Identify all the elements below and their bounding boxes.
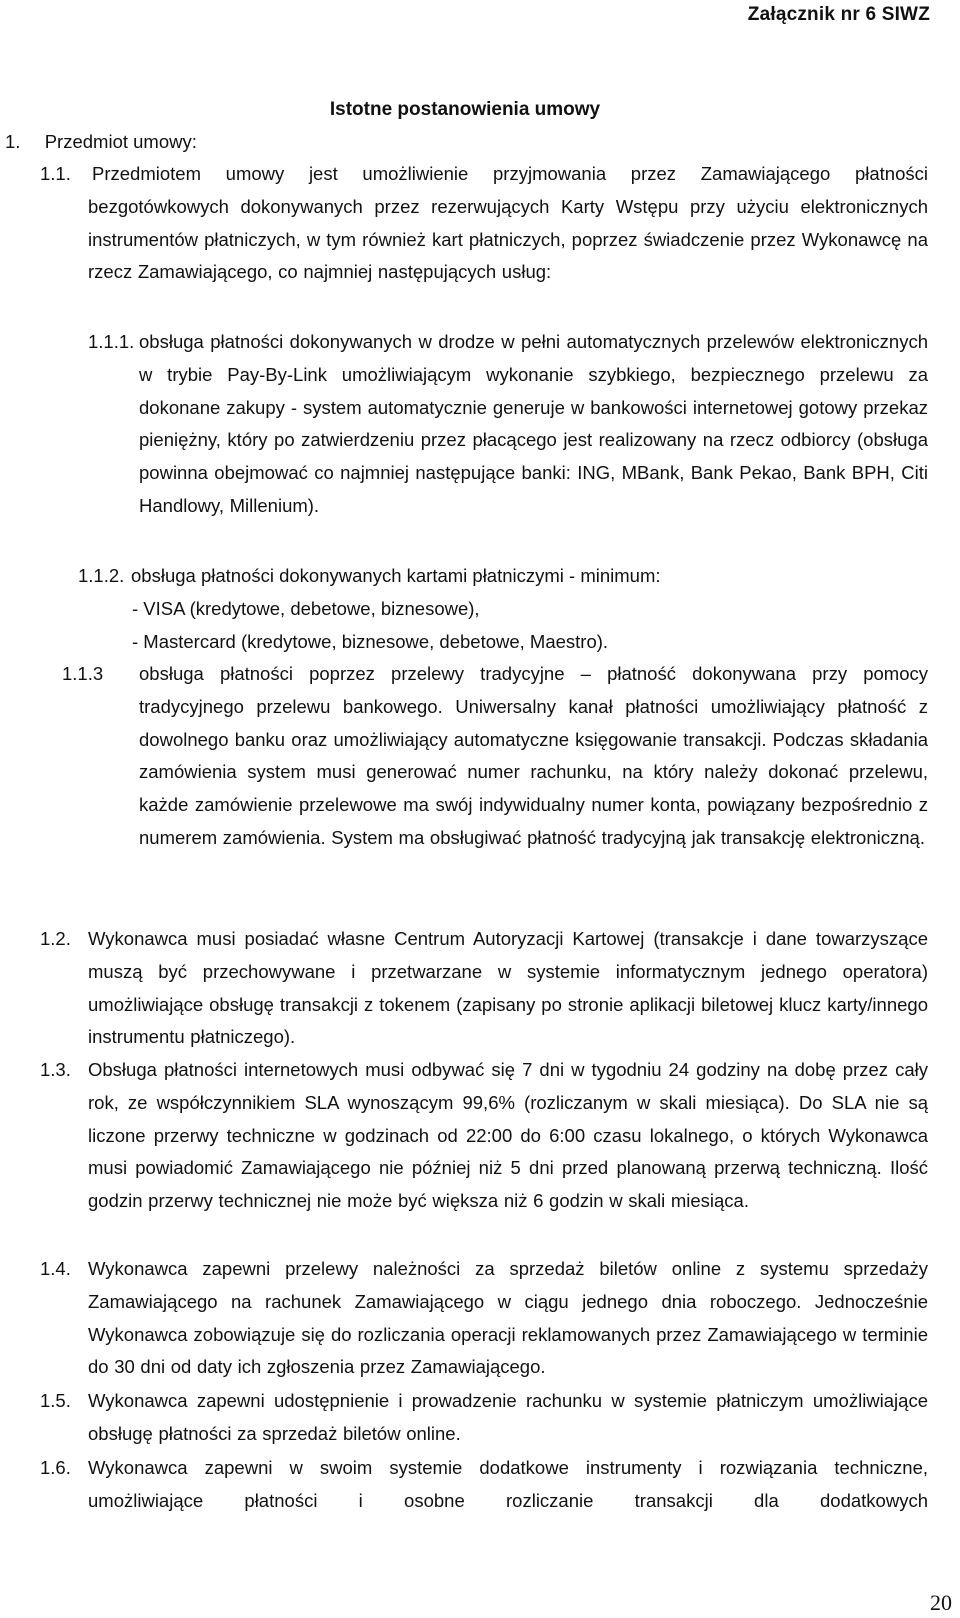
section-1-label: Przedmiot umowy: [44, 131, 197, 152]
item-1-5-number: 1.5. [40, 1390, 71, 1411]
item-1-6-number: 1.6. [40, 1457, 71, 1478]
item-1-2-number: 1.2. [40, 928, 71, 949]
bullet-visa: - VISA (kredytowe, debetowe, biznesowe), [132, 598, 480, 619]
bullet-mastercard: - Mastercard (kredytowe, biznesowe, debetowe, Maestro). [132, 631, 609, 652]
section-1-heading [5, 131, 197, 153]
item-1-4-number: 1.4. [40, 1258, 71, 1279]
document-title: Istotne postanowienia umowy [329, 99, 601, 120]
item-1-1-text: Przedmiotem umowy jest umożliwienie przyjmowania przez Zamawiającego płatności bezgotówkowych dokonywanych przez rezerwujących Karty Wstępu przy użyciu elektronicznych instrumentów płatniczych, w tym również kart płatniczych, poprzez świadczenie przez Wykonawcę na rzecz Zamawiającego, co najmniej następujących usług: [88, 163, 928, 283]
item-1-4-text: Wykonawca zapewni przelewy należności za sprzedaż biletów online z systemu sprzedaży Zamawiającego na rachunek Zamawiającego w ciągu jednego dnia roboczego. Jednocześnie Wykonawca zobowiązuje się do rozliczania operacji reklamowanych przez Zamawiającego w terminie do 30 dni od daty ich zgłoszenia przez Zamawiającego. [88, 1258, 928, 1378]
item-1-1-2-number: 1.1.2. [78, 565, 125, 586]
item-1-5-text: Wykonawca zapewni udostępnienie i prowadzenie rachunku w systemie płatniczym umożliwiające obsługę płatności za sprzedaż biletów online. [88, 1390, 928, 1444]
item-1-1-2-text: obsługa płatności dokonywanych kartami płatniczymi - minimum: [131, 565, 661, 586]
section-1-number: 1. [5, 131, 21, 152]
item-1-1-1-text: obsługa płatności dokonywanych w drodze w pełni automatycznych przelewów elektronicznych w trybie Pay-By-Link umożliwiającym wykonanie szybkiego, bezpiecznego przelewu za dokonane zakupy - system automatycznie generuje w bankowości internetowej gotowy przekaz pieniężny, który po zatwierdzeniu przez płacącego jest realizowany na rzecz odbiorcy (obsługa powinna obejmować co najmniej następujące banki: ING, MBank, Bank Pekao, Bank BPH, Citi Handlowy, Millenium). [139, 331, 928, 516]
item-1-3-text: Obsługa płatności internetowych musi odbywać się 7 dni w tygodniu 24 godziny na dobę przez cały rok, ze współczynnikiem SLA wynoszącym 99,6% (rozliczanym w skali miesiąca). Do SLA nie są liczone przerwy techniczne w godzinach od 22:00 do 6:00 czasu lokalnego, o których Wykonawca musi powiadomić Zamawiającego nie później niż 5 dni przed planowaną przerwą techniczną. Ilość godzin przerwy technicznej nie może być większa niż 6 godzin w skali miesiąca. [88, 1059, 928, 1212]
item-1-1-3-text: obsługa płatności poprzez przelewy tradycyjne – płatność dokonywana przy pomocy tradycyjnego przelewu bankowego. Uniwersalny kanał płatności umożliwiający płatność z dowolnego banku oraz umożliwiający automatyczne księgowanie transakcji. Podczas składania zamówienia system musi generować numer rachunku, na który należy dokonać przelewu, każde zamówienie przelewowe ma swój indywidualny numer konta, powiązany bezpośrednio z numerem zamówienia. System ma obsługiwać płatność tradycyjną jak transakcję elektroniczną. [139, 663, 928, 848]
attachment-header: Załącznik nr 6 SIWZ [747, 4, 930, 25]
item-1-6-text: Wykonawca zapewni w swoim systemie dodatkowe instrumenty i rozwiązania techniczne, umożliwiające płatności i osobne rozliczanie transakcji dla dodatkowych [88, 1457, 928, 1511]
item-1-1-number: 1.1. [40, 163, 71, 184]
item-1-3-number: 1.3. [40, 1059, 71, 1080]
item-1-2-text: Wykonawca musi posiadać własne Centrum Autoryzacji Kartowej (transakcje i dane towarzyszące muszą być przechowywane i przetwarzane w systemie informatycznym jednego operatora) umożliwiające obsługę transakcji z tokenem (zapisany po stronie aplikacji biletowej klucz karty/innego instrumentu płatniczego). [88, 928, 928, 1048]
item-1-1-1-number: 1.1.1. [88, 331, 135, 352]
page-number: 20 [930, 1590, 952, 1615]
item-1-1-3-number: 1.1.3 [62, 663, 104, 684]
